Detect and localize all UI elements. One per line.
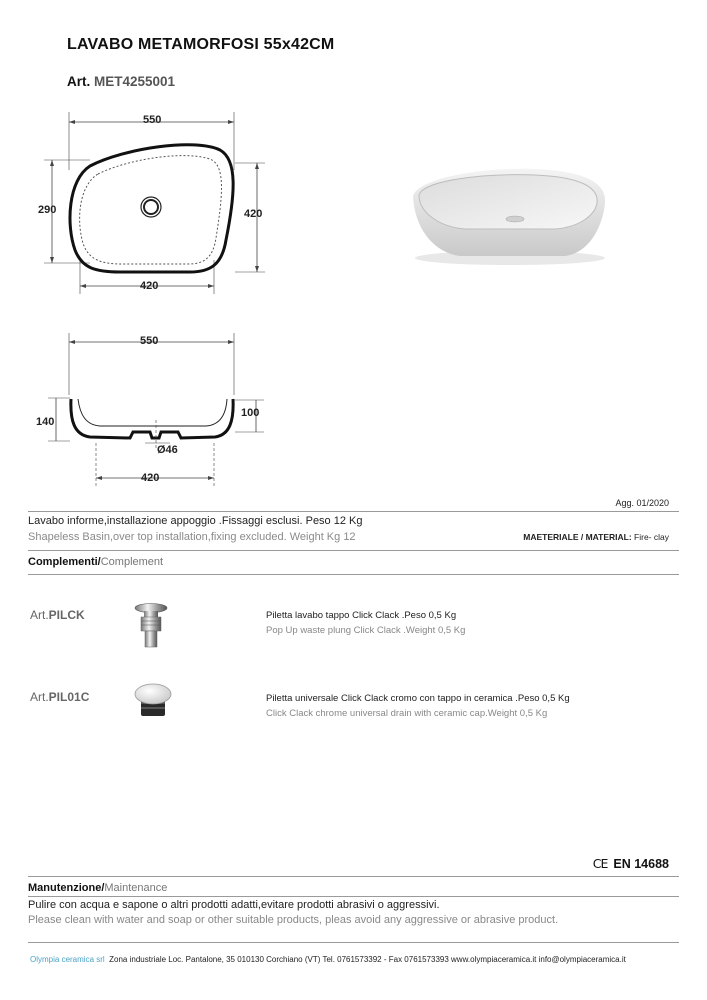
complement-article-1	[30, 608, 85, 622]
divider	[28, 550, 679, 551]
ce-mark-icon: CE	[592, 856, 608, 871]
update-date: Agg. 01/2020	[615, 498, 669, 508]
side-base-width-label: 420	[141, 472, 160, 484]
description-italian: Lavabo informe,installazione appoggio .Fissaggi esclusi. Peso 12 Kg	[28, 515, 363, 527]
complement-article-2	[30, 690, 89, 704]
article-code: MET4255001	[94, 74, 176, 89]
maintenance-label-it: Manutenzione/	[28, 882, 105, 894]
divider	[28, 896, 679, 897]
maintenance-text-it: Pulire con acqua e sapone o altri prodotti adatti,evitare prodotti abrasivi o aggressivi.	[28, 899, 440, 911]
side-height-left-label: 140	[36, 416, 55, 428]
footer	[30, 955, 626, 964]
top-view-drawing	[30, 100, 280, 300]
complement-desc-it-1: Piletta lavabo tappo Click Clack .Peso 0,5 Kg	[266, 610, 457, 621]
footer-address: Zona industriale Loc. Pantalone, 35 010130 Corchiano (VT) Tel. 0761573392 - Fax 0761573393 www.olympiaceramica.it info@olympiaceramica.it	[109, 955, 626, 964]
divider	[28, 876, 679, 877]
material-info	[523, 532, 669, 542]
side-width-label: 550	[140, 335, 159, 347]
divider	[28, 511, 679, 512]
article-number	[67, 74, 175, 89]
maintenance-label-en: Maintenance	[104, 882, 168, 894]
complement-prefix: Art.	[30, 690, 49, 704]
maintenance-text-en: Please clean with water and soap or other suitable products, pleas avoid any aggressive or abrasive product.	[28, 914, 559, 926]
top-depth-right-label: 420	[244, 208, 263, 220]
article-prefix: Art.	[67, 74, 91, 89]
pop-up-waste-icon	[133, 602, 169, 650]
top-inner-width-label: 420	[140, 280, 159, 292]
page-title: LAVABO METAMORFOSI 55x42CM	[67, 36, 335, 53]
complement-prefix: Art.	[30, 608, 49, 622]
complement-desc-it-2: Piletta universale Click Clack cromo con tappo in ceramica .Peso 0,5 Kg	[266, 693, 570, 704]
certification-standard: EN 14688	[613, 857, 669, 871]
material-label: MAETERIALE / MATERIAL:	[523, 532, 632, 542]
complements-label-en: Complement	[100, 556, 164, 568]
complement-code: PILCK	[48, 608, 85, 622]
divider	[28, 942, 679, 943]
ceramic-drain-icon	[133, 680, 173, 720]
basin-product-photo	[405, 155, 615, 270]
divider	[28, 574, 679, 575]
footer-brand: Olympia ceramica srl	[30, 955, 105, 964]
complements-heading	[28, 556, 163, 568]
certification	[593, 856, 669, 871]
complement-desc-en-1: Pop Up waste plung Click Clack .Weight 0,5 Kg	[266, 625, 466, 636]
top-depth-left-label: 290	[38, 204, 57, 216]
side-height-right-label: 100	[241, 407, 260, 419]
complement-desc-en-2: Click Clack chrome universal drain with ceramic cap.Weight 0,5 Kg	[266, 708, 548, 719]
maintenance-heading	[28, 882, 167, 894]
material-value: Fire- clay	[631, 532, 669, 542]
description-english: Shapeless Basin,over top installation,fixing excluded. Weight Kg 12	[28, 531, 356, 543]
complements-label-it: Complementi/	[28, 556, 101, 568]
top-width-label: 550	[143, 114, 162, 126]
drain-diameter-label: Ø46	[157, 444, 178, 456]
complement-code: PIL01C	[48, 690, 90, 704]
